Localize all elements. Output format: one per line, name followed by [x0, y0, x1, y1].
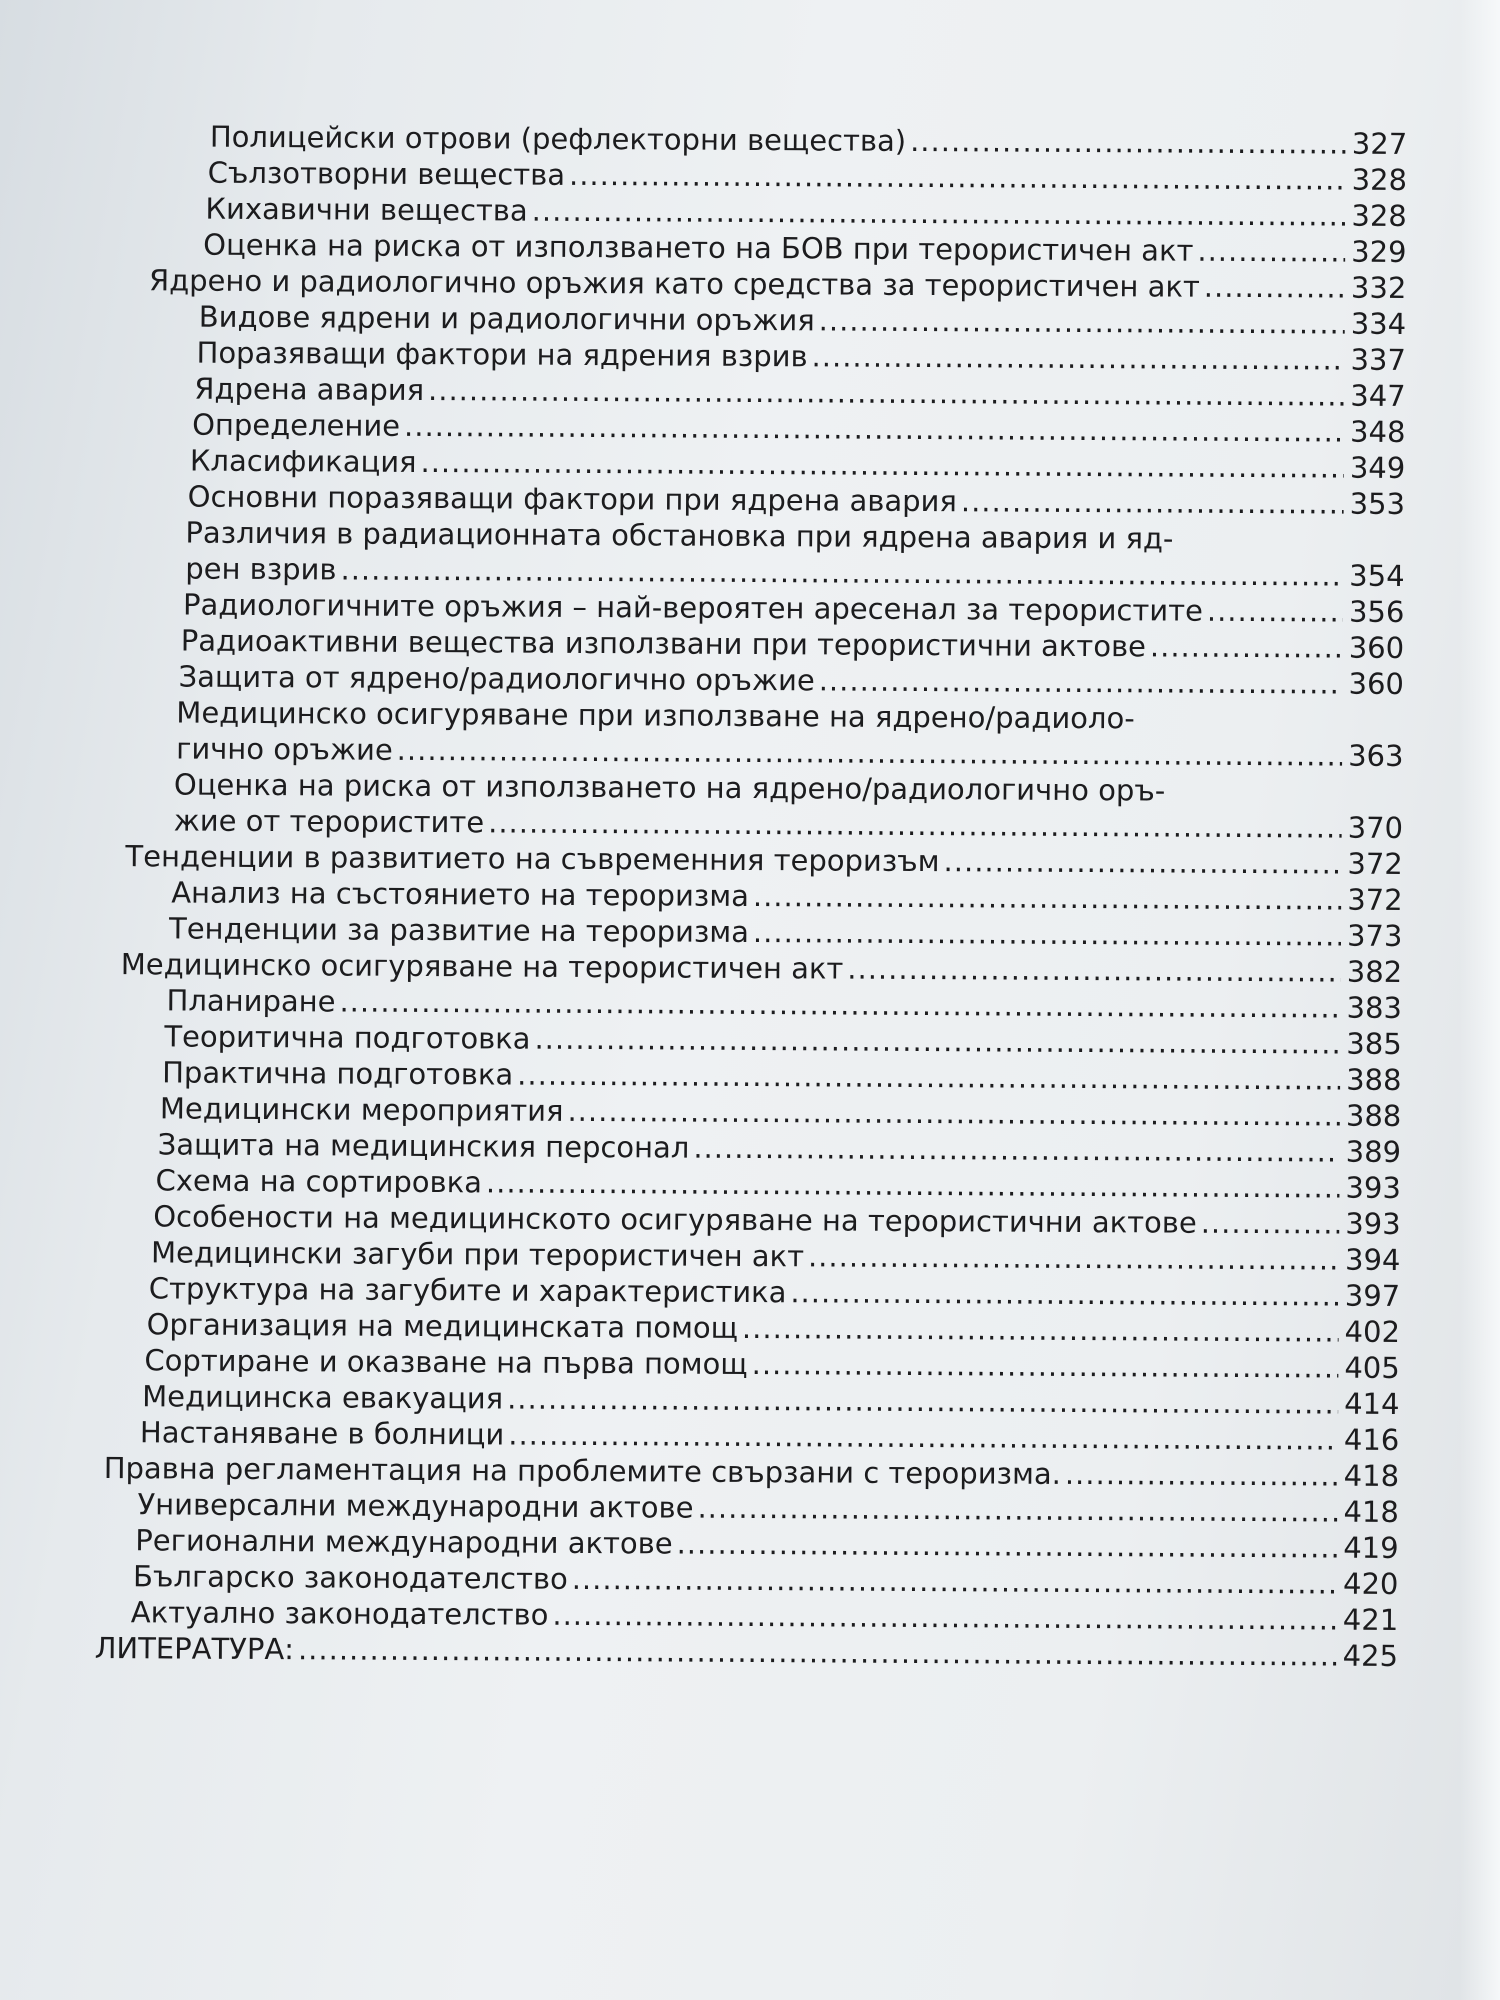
toc-entry-title: Медицински мероприятия [159, 1091, 564, 1128]
toc-page-number: 353 [1349, 486, 1406, 521]
toc-page-number: 327 [1351, 126, 1408, 161]
toc-page-number: 388 [1345, 1098, 1402, 1133]
toc-entry-title: Защита на медицинския персонал [157, 1127, 690, 1165]
toc-page-number: 348 [1350, 414, 1406, 449]
dot-leader [420, 444, 1344, 486]
dot-leader [404, 408, 1344, 450]
toc-entry-title: Планиране [166, 983, 336, 1019]
toc-entry-title: Поразяващи фактори на ядрения взрив [196, 335, 808, 374]
toc-page-number: 393 [1345, 1206, 1401, 1241]
dot-leader [508, 1417, 1338, 1458]
toc-entry-title: Кихавични вещества [205, 191, 528, 228]
dot-leader [572, 1561, 1338, 1602]
toc-entry-title: Структура на загубите и характеристика [148, 1271, 787, 1310]
toc-entry-title: Настаняване в болници [139, 1415, 505, 1452]
toc-page-number: 372 [1347, 846, 1403, 881]
toc-entry-title: гично оръжие [176, 731, 393, 767]
toc-entry-title: Медицинско осигуряване на терористичен акт [120, 947, 844, 986]
dot-leader [812, 338, 1345, 377]
toc-page-number: 370 [1347, 810, 1404, 845]
toc-page-number: 420 [1342, 1566, 1399, 1601]
dot-leader [340, 551, 1343, 593]
toc-entry-title: Ядрена авария [194, 371, 425, 407]
dot-leader [753, 878, 1342, 918]
toc-page-number: 394 [1344, 1242, 1401, 1277]
dot-leader [790, 1274, 1339, 1313]
table-of-contents [91, 118, 1408, 1674]
dot-leader [693, 1130, 1340, 1170]
toc-page-number: 349 [1349, 450, 1406, 485]
toc-entry-title: Радиоактивни вещества използвани при терористични актове [180, 623, 1147, 664]
dot-leader [298, 1631, 1337, 1673]
dot-leader [507, 1381, 1338, 1422]
toc-page-number: 373 [1346, 918, 1403, 953]
toc-entry-title: Регионални международни актове [135, 1523, 673, 1561]
page-edge-highlight [1460, 0, 1500, 2000]
toc-entry [91, 1630, 1399, 1674]
toc-entry-title: Схема на сортировка [155, 1163, 483, 1200]
toc-entry-title: Универсални международни актове [137, 1487, 694, 1525]
toc-entry-title: Организация на медицинската помощ [146, 1307, 739, 1345]
toc-page-number: 405 [1344, 1350, 1400, 1385]
toc-entry-title: Медицинска евакуация [142, 1379, 504, 1416]
toc-page-number: 337 [1350, 342, 1407, 377]
dot-leader [532, 193, 1346, 234]
toc-entry-title: Радиологичните оръжия – най-вероятен аресенал за терористите [182, 587, 1204, 628]
dot-leader [961, 483, 1344, 521]
toc-page-number: 389 [1345, 1134, 1402, 1169]
toc-page-number: 360 [1348, 630, 1405, 665]
toc-page-number: 418 [1343, 1458, 1400, 1493]
dot-leader [339, 983, 1340, 1025]
toc-page-number: 418 [1343, 1494, 1399, 1529]
dot-leader [488, 804, 1342, 845]
dot-leader [517, 1057, 1340, 1098]
dot-leader [677, 1526, 1338, 1566]
toc-entry-title: Ядрено и радиологично оръжия като средства за терористичен акт [148, 263, 1200, 304]
dot-leader [1201, 1205, 1340, 1242]
dot-leader [753, 914, 1341, 954]
toc-entry-title: рен взрив [185, 551, 337, 587]
toc-entry-text: Различия в радиационната обстановка при ядрена авария и яд- [185, 515, 1174, 556]
dot-leader [1207, 593, 1343, 630]
toc-page-number: 329 [1351, 234, 1407, 269]
toc-entry-title: Теоритична подготовка [164, 1019, 531, 1056]
toc-page-number: 356 [1348, 594, 1405, 629]
dot-leader [397, 732, 1343, 774]
toc-page-number: 332 [1350, 270, 1407, 305]
toc-page-number: 347 [1350, 378, 1406, 413]
dot-leader [534, 1021, 1340, 1062]
toc-entry-title: Анализ на състоянието на тероризма [171, 875, 750, 913]
toc-entry-title: Защита от ядрено/радиологично оръжие [178, 659, 815, 698]
dot-leader [1065, 1456, 1338, 1494]
toc-page-number: 419 [1343, 1530, 1399, 1565]
dot-leader [552, 1597, 1337, 1638]
toc-entry-text: Оценка на риска от използването на ядрено/радиологично оръ- [173, 767, 1166, 808]
dot-leader [819, 302, 1345, 341]
toc-entry-title: Медицински загуби при терористичен акт [150, 1235, 805, 1274]
dot-leader [1150, 628, 1343, 665]
toc-page-number: 385 [1346, 1026, 1402, 1061]
toc-entry-title: Определение [192, 407, 401, 443]
toc-page-number: 388 [1346, 1062, 1402, 1097]
toc-entry-title: Българско законодателство [132, 1559, 568, 1596]
toc-entry-title: Практична подготовка [162, 1055, 514, 1092]
toc-page-number: 425 [1342, 1638, 1399, 1673]
toc-entry-title: Правна регламентация на проблемите свързани с тероризма. [103, 1451, 1061, 1491]
toc-entry-title: Актуално законодателство [130, 1595, 549, 1632]
dot-leader [943, 843, 1341, 881]
dot-leader [847, 951, 1341, 990]
toc-entry-title: Тенденции в развитието на съвременния тероризъм [125, 839, 940, 879]
dot-leader [752, 1346, 1339, 1386]
toc-entry-title: Оценка на риска от използването на БОВ при терористичен акт [203, 227, 1194, 268]
toc-page-number: 414 [1344, 1386, 1400, 1421]
toc-page-number: 360 [1348, 666, 1405, 701]
toc-page-number: 383 [1346, 990, 1403, 1025]
toc-entry-title: Основни поразяващи фактори при ядрена авария [187, 479, 958, 519]
dot-leader [567, 1093, 1340, 1134]
toc-page-number: 328 [1351, 162, 1408, 197]
toc-page-number: 393 [1345, 1170, 1401, 1205]
dot-leader [486, 1164, 1340, 1205]
toc-page-number: 363 [1348, 738, 1404, 773]
toc-page-number: 372 [1347, 882, 1403, 917]
dot-leader [910, 123, 1346, 162]
dot-leader [742, 1310, 1339, 1350]
toc-entry-title: Видове ядрени и радиологични оръжия [198, 299, 815, 338]
toc-entry-title: Особености на медицинското осигуряване на терористични актове [153, 1199, 1197, 1240]
toc-page-number: 334 [1350, 306, 1407, 341]
toc-page-number: 421 [1342, 1602, 1399, 1637]
toc-entry-title: Полицейски отрови (рефлекторни вещества) [209, 119, 907, 158]
toc-page-number: 397 [1344, 1278, 1401, 1313]
toc-page-number: 402 [1344, 1314, 1401, 1349]
toc-entry-title: жие от терористите [173, 803, 485, 840]
dot-leader [697, 1490, 1337, 1530]
toc-entry-text: Медицинско осигуряване при използване на ядрено/радиоло- [176, 695, 1135, 736]
toc-page-number: 416 [1343, 1422, 1400, 1457]
toc-entry-title: Класификация [189, 443, 417, 479]
dot-leader [808, 1238, 1339, 1277]
dot-leader [428, 372, 1344, 414]
toc-entry-title: ЛИТЕРАТУРА: [94, 1630, 295, 1667]
toc-entry-title: Сълзотворни вещества [207, 155, 566, 192]
dot-leader [1197, 233, 1345, 270]
toc-entry-title: Тенденции за развитие на тероризма [168, 911, 750, 949]
dot-leader [1204, 269, 1345, 306]
toc-page-number: 354 [1349, 558, 1405, 593]
dot-leader [819, 662, 1343, 701]
dot-leader [569, 157, 1346, 198]
toc-entry-title: Сортиране и оказване на първа помощ [144, 1343, 748, 1381]
toc-page-number: 382 [1346, 954, 1403, 989]
toc-page-number: 328 [1351, 198, 1407, 233]
